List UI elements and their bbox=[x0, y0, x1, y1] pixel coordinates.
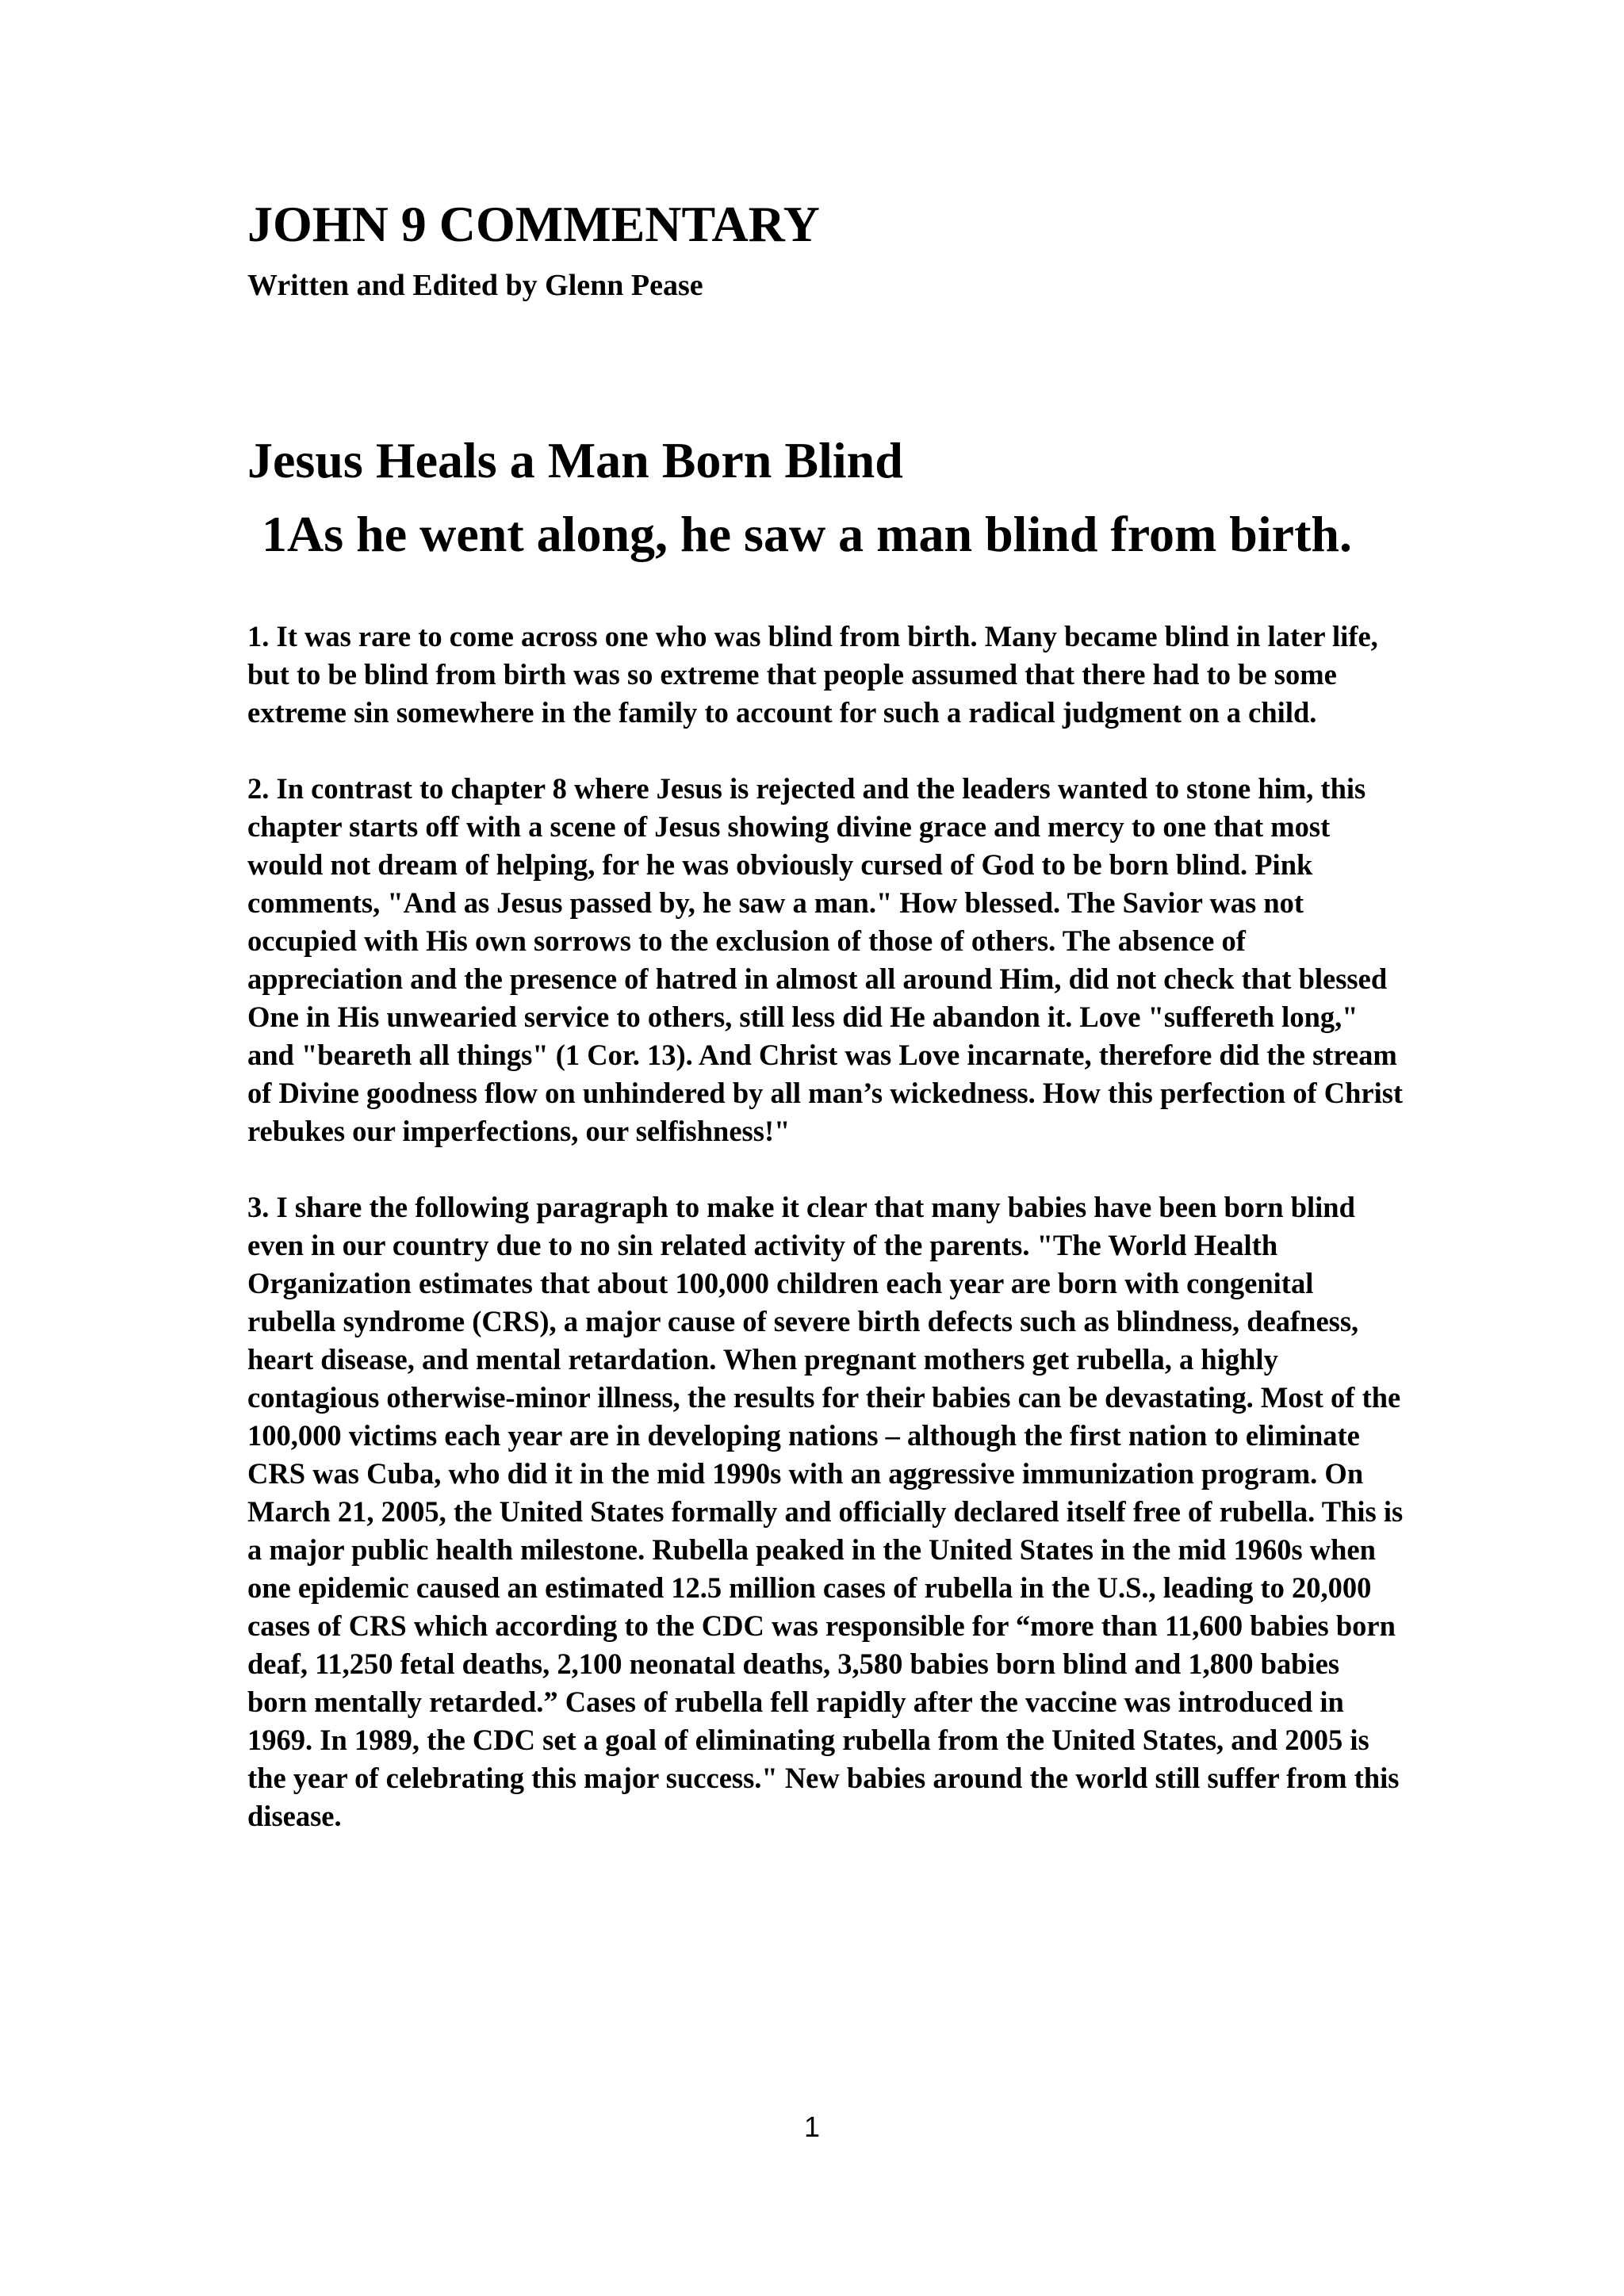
commentary-paragraph-2: 2. In contrast to chapter 8 where Jesus is rejected and the leaders wanted to stone him, this chapter starts off with a scene of Jesus showing divine grace and mercy to one that most would not dream of helping, for he was obviously cursed of God to be born blind. Pink comments, "And as Jesus passed by, he saw a man." How blessed. The Savior was not occupied with His own sorrows to the exclusion of those of others. The absence of appreciation and the presence of hatred in almost all around Him, did not check that blessed One in His unwearied service to others, still less did He abandon it. Love "suffereth long," and "beareth all things" (1 Cor. 13). And Christ was Love incarnate, therefore did the stream of Divine goodness flow on unhindered by all man’s wickedness. How this perfection of Christ rebukes our imperfections, our selfishness!" bbox=[247, 771, 1404, 1147]
commentary-paragraph-1: 1. It was rare to come across one who was blind from birth. Many became blind in later life, but to be blind from birth was so extreme that people assumed that there had to be some extreme sin somewhere in the family to account for such a radical judgment on a child. bbox=[247, 619, 1378, 729]
document-page bbox=[247, 195, 1405, 1873]
section-heading: Jesus Heals a Man Born Blind bbox=[247, 432, 903, 489]
document-title: JOHN 9 COMMENTARY bbox=[247, 196, 820, 252]
verse-heading: 1As he went along, he saw a man blind from birth. bbox=[262, 505, 1352, 562]
document-byline: Written and Edited by Glenn Pease bbox=[247, 268, 703, 302]
page-number: 1 bbox=[803, 2110, 821, 2143]
commentary-paragraph-3: 3. I share the following paragraph to make it clear that many babies have been born blind even in our country due to no sin related activity of the parents. "The World Health Organization estimates that about 100,000 children each year are born with congenital rubella syndrome (CRS), a major cause of severe birth defects such as blindness, deafness, heart disease, and mental retardation. When pregnant mothers get rubella, a highly contagious otherwise-minor illness, the results for their babies can be devastating. Most of the 100,000 victims each year are in developing nations – although the first nation to eliminate CRS was Cuba, who did it in the mid 1990s with an aggressive immunization program. On March 21, 2005, the United States formally and officially declared itself free of rubella. This is a major public health milestone. Rubella peaked in the United States in the mid 1960s when one epidemic caused an estimated 12.5 million cases of rubella in the U.S., leading to 20,000 cases of CRS which according to the CDC was responsible for “more than 11,600 babies born deaf, 11,250 fetal deaths, 2,100 neonatal deaths, 3,580 babies born blind and 1,800 babies born mentally retarded.” Cases of rubella fell rapidly after the vaccine was introduced in 1969. In 1989, the CDC set a goal of eliminating rubella from the United States, and 2005 is the year of celebrating this major success." New babies around the world still suffer from this disease. bbox=[247, 1190, 1404, 1832]
commentary-body bbox=[247, 618, 1405, 1835]
